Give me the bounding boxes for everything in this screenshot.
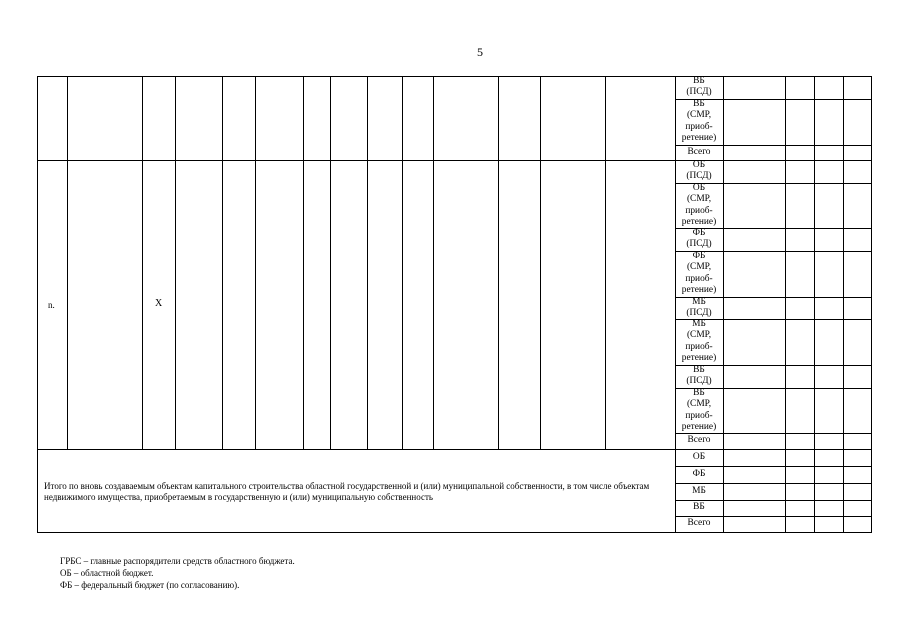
fund-label-ob-psd: ОБ (ПСД) xyxy=(686,160,712,182)
fund-label-ob-smr: ОБ (СМР, приоб- ретение) xyxy=(681,183,717,227)
block-divider xyxy=(37,449,871,450)
fund-label-ob: ОБ xyxy=(692,452,706,462)
column-divider xyxy=(222,76,223,449)
column-divider xyxy=(142,76,143,449)
fund-label-vb: ВБ xyxy=(693,502,705,512)
fund-label-vb-smr: ВБ (СМР, приоб- ретение) xyxy=(681,99,717,143)
row-divider xyxy=(675,466,871,467)
fund-label-vb-psd: ВБ (ПСД) xyxy=(686,365,712,387)
column-divider xyxy=(303,76,304,449)
fund-label-vb-psd: ВБ (ПСД) xyxy=(686,76,712,98)
column-divider xyxy=(433,76,434,449)
fund-label-mb-smr: МБ (СМР, приоб- ретение) xyxy=(681,319,717,363)
fund-label-total: Всего xyxy=(687,435,711,445)
page-number: 5 xyxy=(477,45,483,59)
fund-label-fb-psd: ФБ (ПСД) xyxy=(686,228,712,250)
row-divider xyxy=(675,145,871,146)
block-divider xyxy=(37,160,871,161)
fund-label-mb-psd: МБ (ПСД) xyxy=(686,297,712,319)
column-divider xyxy=(367,76,368,449)
column-divider xyxy=(330,76,331,449)
column-divider xyxy=(540,76,541,449)
row-divider xyxy=(675,483,871,484)
column-divider xyxy=(498,76,499,449)
fund-label-fb-smr: ФБ (СМР, приоб- ретение) xyxy=(681,251,717,295)
column-divider xyxy=(255,76,256,449)
table-border-right xyxy=(871,76,872,533)
fund-label-vb-smr: ВБ (СМР, приоб- ретение) xyxy=(681,388,717,432)
table-border-left xyxy=(37,76,38,532)
footnotes xyxy=(60,555,295,591)
row-marker: X xyxy=(155,298,163,309)
row-divider xyxy=(675,516,871,517)
column-divider xyxy=(175,76,176,449)
fund-label-total: Всего xyxy=(687,518,711,528)
fund-label-total: Всего xyxy=(687,147,711,157)
row-divider xyxy=(675,500,871,501)
table-border-bottom xyxy=(37,532,871,533)
column-divider xyxy=(402,76,403,449)
total-row-label: Итого по вновь создаваемым объектам капитального строительства областной государственной и (или) муниципальной собственности, в том числе объектам недвижимого имущества, приобретаемым в государственную и (или) муниципальную собственность xyxy=(44,481,650,502)
table-border-top xyxy=(37,76,871,77)
fund-label-fb: ФБ xyxy=(692,469,706,479)
fund-label-mb: МБ xyxy=(692,486,706,496)
footnote-ob: ОБ – областной бюджет. xyxy=(60,568,154,578)
row-number: n. xyxy=(48,300,55,310)
footnote-grbs: ГРБС – главные распорядители средств областного бюджета. xyxy=(60,556,295,566)
footnote-fb: ФБ – федеральный бюджет (по согласованию). xyxy=(60,580,240,590)
column-divider xyxy=(67,76,68,449)
column-divider xyxy=(605,76,606,449)
